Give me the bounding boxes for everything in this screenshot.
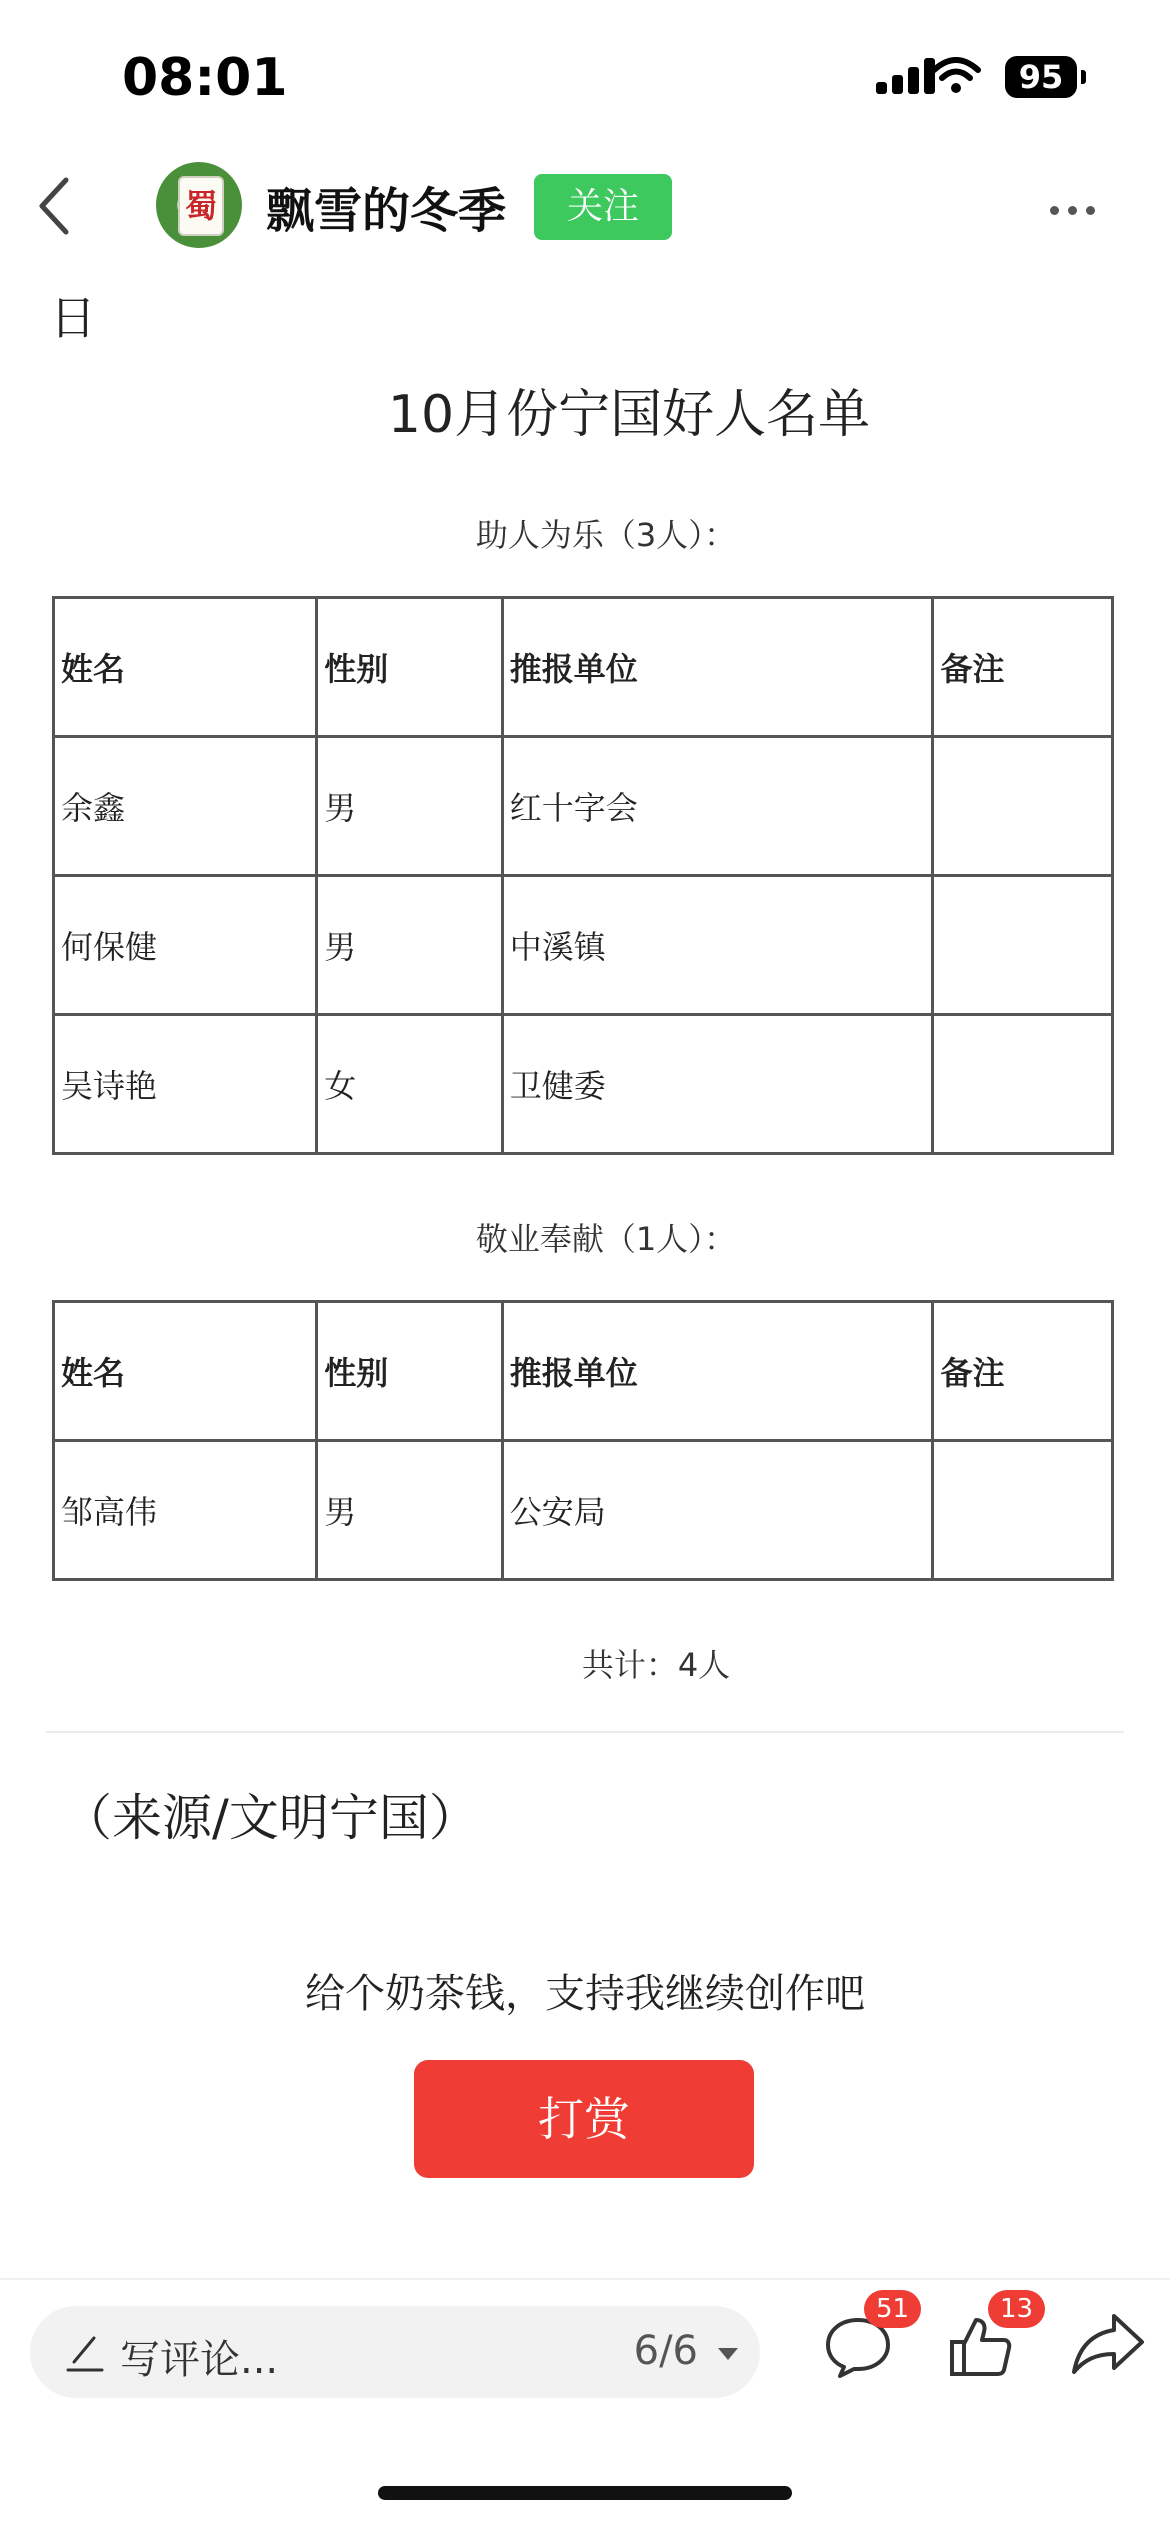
cell-name: 余鑫 — [54, 737, 317, 876]
reward-prompt: 给个奶茶钱，支持我继续创作吧 — [305, 1971, 865, 2017]
back-icon[interactable] — [36, 176, 72, 236]
article-source: （来源/文明宁国） — [62, 1789, 479, 1847]
column-header-name: 姓名 — [54, 598, 317, 737]
status-time: 08:01 — [122, 48, 288, 108]
pen-icon — [66, 2332, 106, 2374]
divider — [46, 1731, 1124, 1733]
cell-name: 何保健 — [54, 876, 317, 1015]
table-row — [54, 876, 1113, 1015]
cell-gender: 男 — [317, 1441, 503, 1580]
table-row — [54, 1015, 1113, 1154]
roster-table-dedication — [52, 1300, 1114, 1581]
section-heading-helping: 助人为乐（3人）： — [475, 516, 737, 554]
column-header-unit: 推报单位 — [502, 598, 933, 737]
column-header-remark: 备注 — [933, 598, 1113, 737]
reward-button[interactable]: 打赏 — [414, 2060, 754, 2178]
column-header-gender: 性别 — [317, 1302, 503, 1441]
cell-unit: 中溪镇 — [502, 876, 933, 1015]
comment-button[interactable] — [818, 2290, 928, 2410]
cell-name: 邹高伟 — [54, 1441, 317, 1580]
avatar-mahjong-tile: 蜀 — [178, 176, 224, 236]
column-header-gender: 性别 — [317, 598, 503, 737]
battery-tip — [1081, 70, 1086, 84]
section-heading-dedication: 敬业奉献（1人）： — [475, 1220, 737, 1258]
table-row — [54, 1441, 1113, 1580]
column-header-remark: 备注 — [933, 1302, 1113, 1441]
cell-remark — [933, 1015, 1113, 1154]
column-header-unit: 推报单位 — [502, 1302, 933, 1441]
cell-name: 吴诗艳 — [54, 1015, 317, 1154]
bottom-bar-divider — [0, 2278, 1170, 2280]
column-header-name: 姓名 — [54, 1302, 317, 1441]
share-icon[interactable] — [1070, 2310, 1146, 2378]
table-header-row — [54, 1302, 1113, 1441]
comment-count-badge: 51 — [864, 2290, 921, 2328]
roster-table-helping — [52, 596, 1114, 1155]
avatar[interactable] — [156, 162, 242, 248]
comment-input[interactable] — [30, 2306, 760, 2398]
cell-gender: 男 — [317, 876, 503, 1015]
cellular-signal-icon — [876, 58, 936, 94]
cell-unit: 卫健委 — [502, 1015, 933, 1154]
like-count-badge: 13 — [988, 2290, 1045, 2328]
page-indicator[interactable]: 6/6 — [633, 2328, 698, 2374]
total-count: 共计：4人 — [581, 1646, 731, 1684]
table-header-row — [54, 598, 1113, 737]
article-text-line: 日 — [50, 291, 96, 345]
wifi-icon — [930, 56, 982, 96]
battery-icon: 95 — [1005, 56, 1077, 98]
cell-gender: 女 — [317, 1015, 503, 1154]
cell-remark — [933, 876, 1113, 1015]
like-button[interactable] — [942, 2290, 1052, 2410]
cell-unit: 公安局 — [502, 1441, 933, 1580]
follow-button[interactable]: 关注 — [534, 174, 672, 240]
more-options-icon[interactable] — [1050, 200, 1104, 219]
home-indicator[interactable] — [378, 2486, 792, 2500]
document-title: 10月份宁国好人名单 — [387, 385, 871, 445]
cell-unit: 红十字会 — [502, 737, 933, 876]
comment-placeholder: 写评论... — [120, 2337, 279, 2383]
cell-gender: 男 — [317, 737, 503, 876]
table-row — [54, 737, 1113, 876]
caret-down-icon — [718, 2348, 738, 2360]
cell-remark — [933, 1441, 1113, 1580]
cell-remark — [933, 737, 1113, 876]
author-name[interactable]: 飘雪的冬季 — [266, 183, 507, 239]
